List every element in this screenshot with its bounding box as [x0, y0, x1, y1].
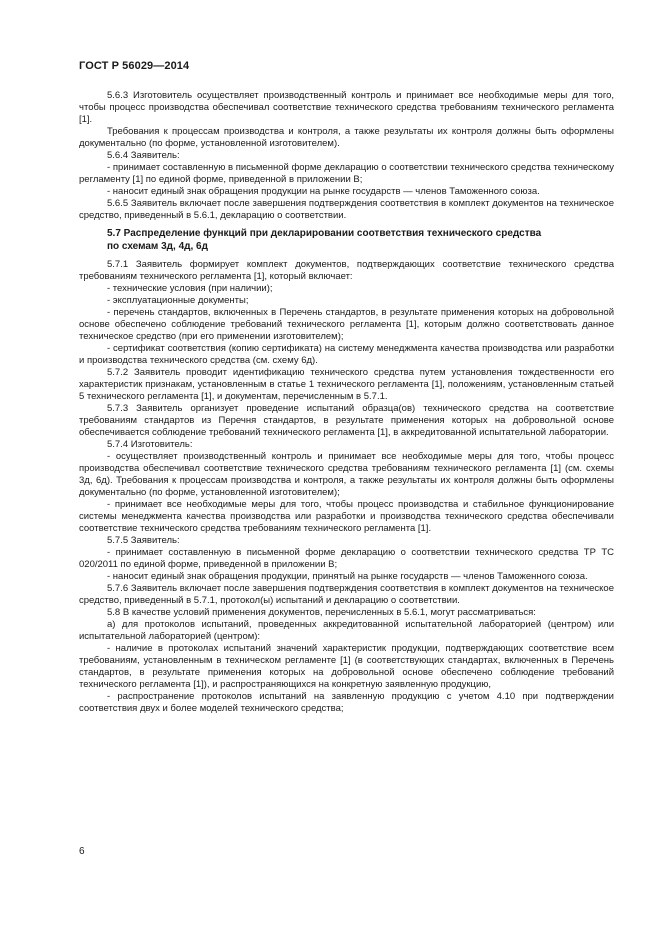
paragraph: Требования к процессам производства и контроля, а также результаты их контроля должны быть оформлены документально (по форме, установленной изготовителем). — [79, 126, 614, 149]
section-heading-line: по схемам 3д, 4д, 6д — [107, 240, 208, 252]
paragraph: - распространение протоколов испытаний на заявленную продукцию с учетом 4.10 при подтверждении соответствия двух и более моделей технического средства; — [79, 691, 614, 714]
paragraph: 5.7.2 Заявитель проводит идентификацию технического средства путем установления тождественности его характеристик признакам, установленным в статье 1 технического регламента [1], положениям, установленным статьей 5 технического регламента [1], и документам, перечисленным в 5.7.1. — [79, 367, 614, 402]
page-number: 6 — [79, 846, 85, 857]
paragraph: 5.7.6 Заявитель включает после завершения подтверждения соответствия в комплект документов на техническое средство, приведенный в 5.7.1, протокол(ы) испытаний и декларацию о соответствии. — [79, 583, 614, 606]
document-header: ГОСТ Р 56029—2014 — [79, 60, 190, 72]
paragraph: - технические условия (при наличии); — [107, 283, 273, 294]
paragraph: - осуществляет производственный контроль и принимает все необходимые меры для того, чтобы процесс производства обеспечивал соответствие технического средства требованиям технического регламента [1] (см. схемы 3д, 6д). Требования к процессам производства и контроля, а также результаты их контроля должны быть оформлены документально (по форме, установленной изготовителем); — [79, 451, 614, 498]
paragraph: - наличие в протоколах испытаний значений характеристик продукции, подтверждающих соответствие всем требованиям, установленным в техническом регламенте [1] (в соответствующих стандартах, включенных в Перечень стандартов, в результате применения которых на добровольной основе обеспечено соблюдение требований технического регламента [1]), и распространяющихся на конкретную заявленную продукцию, — [79, 643, 614, 690]
paragraph: 5.7.3 Заявитель организует проведение испытаний образца(ов) технического средства на соответствие требованиям стандартов из Перечня стандартов, в результате применения которых на добровольной основе обеспечивается соблюдение требований технического регламента [1], в аккредитованной испытательной лаборатории. — [79, 403, 614, 438]
paragraph: - принимает все необходимые меры для того, чтобы процесс производства и стабильное функционирование системы менеджмента качества производства или разработки и производства технического средства обеспечивали соответствие технического средства требованиям технического регламента [1]. — [79, 499, 614, 534]
paragraph: - принимает составленную в письменной форме декларацию о соответствии технического средства техническому регламенту [1] по единой форме, приведенной в приложении В; — [79, 162, 614, 185]
paragraph: - наносит единый знак обращения продукции, принятый на рынке государств — членов Таможенного союза. — [107, 571, 588, 582]
paragraph: 5.6.5 Заявитель включает после завершения подтверждения соответствия в комплект документов на техническое средство, приведенный в 5.6.1, декларацию о соответствии. — [79, 198, 614, 221]
paragraph: а) для протоколов испытаний, проведенных аккредитованной испытательной лабораторией (центром) или испытательной лабораторией (центром): — [79, 619, 614, 642]
paragraph: 5.8 В качестве условий применения документов, перечисленных в 5.6.1, могут рассматриваться: — [107, 607, 536, 618]
paragraph: - сертификат соответствия (копию сертификата) на систему менеджмента качества производства или разработки и производства технического средства (см. схему 6д). — [79, 343, 614, 366]
section-heading — [79, 228, 614, 253]
paragraph: 5.7.5 Заявитель: — [107, 535, 180, 546]
paragraph: 5.6.3 Изготовитель осуществляет производственный контроль и принимает все необходимые меры для того, чтобы процесс производства обеспечивал соответствие технического средства требованиям технического регламента [1]. — [79, 90, 614, 125]
paragraph: - перечень стандартов, включенных в Перечень стандартов, в результате применения которых на добровольной основе обеспечено соблюдение требований технического регламента [1], которым должно соответствовать данное техническое средство (при его применении изготовителем); — [79, 307, 614, 342]
document-body — [79, 90, 614, 715]
paragraph: - наносит единый знак обращения продукции на рынке государств — членов Таможенного союза. — [107, 186, 540, 197]
paragraph: 5.7.1 Заявитель формирует комплект документов, подтверждающих соответствие технического средства требованиям технического регламента [1], который включает: — [79, 259, 614, 282]
paragraph: - принимает составленную в письменной форме декларацию о соответствии технического средства ТР ТС 020/2011 по единой форме, приведенной в приложении В; — [79, 547, 614, 570]
paragraph: - эксплуатационные документы; — [107, 295, 249, 306]
paragraph: 5.7.4 Изготовитель: — [107, 439, 193, 450]
paragraph: 5.6.4 Заявитель: — [107, 150, 180, 161]
section-heading-line: 5.7 Распределение функций при декларировании соответствия технического средства — [107, 228, 542, 239]
